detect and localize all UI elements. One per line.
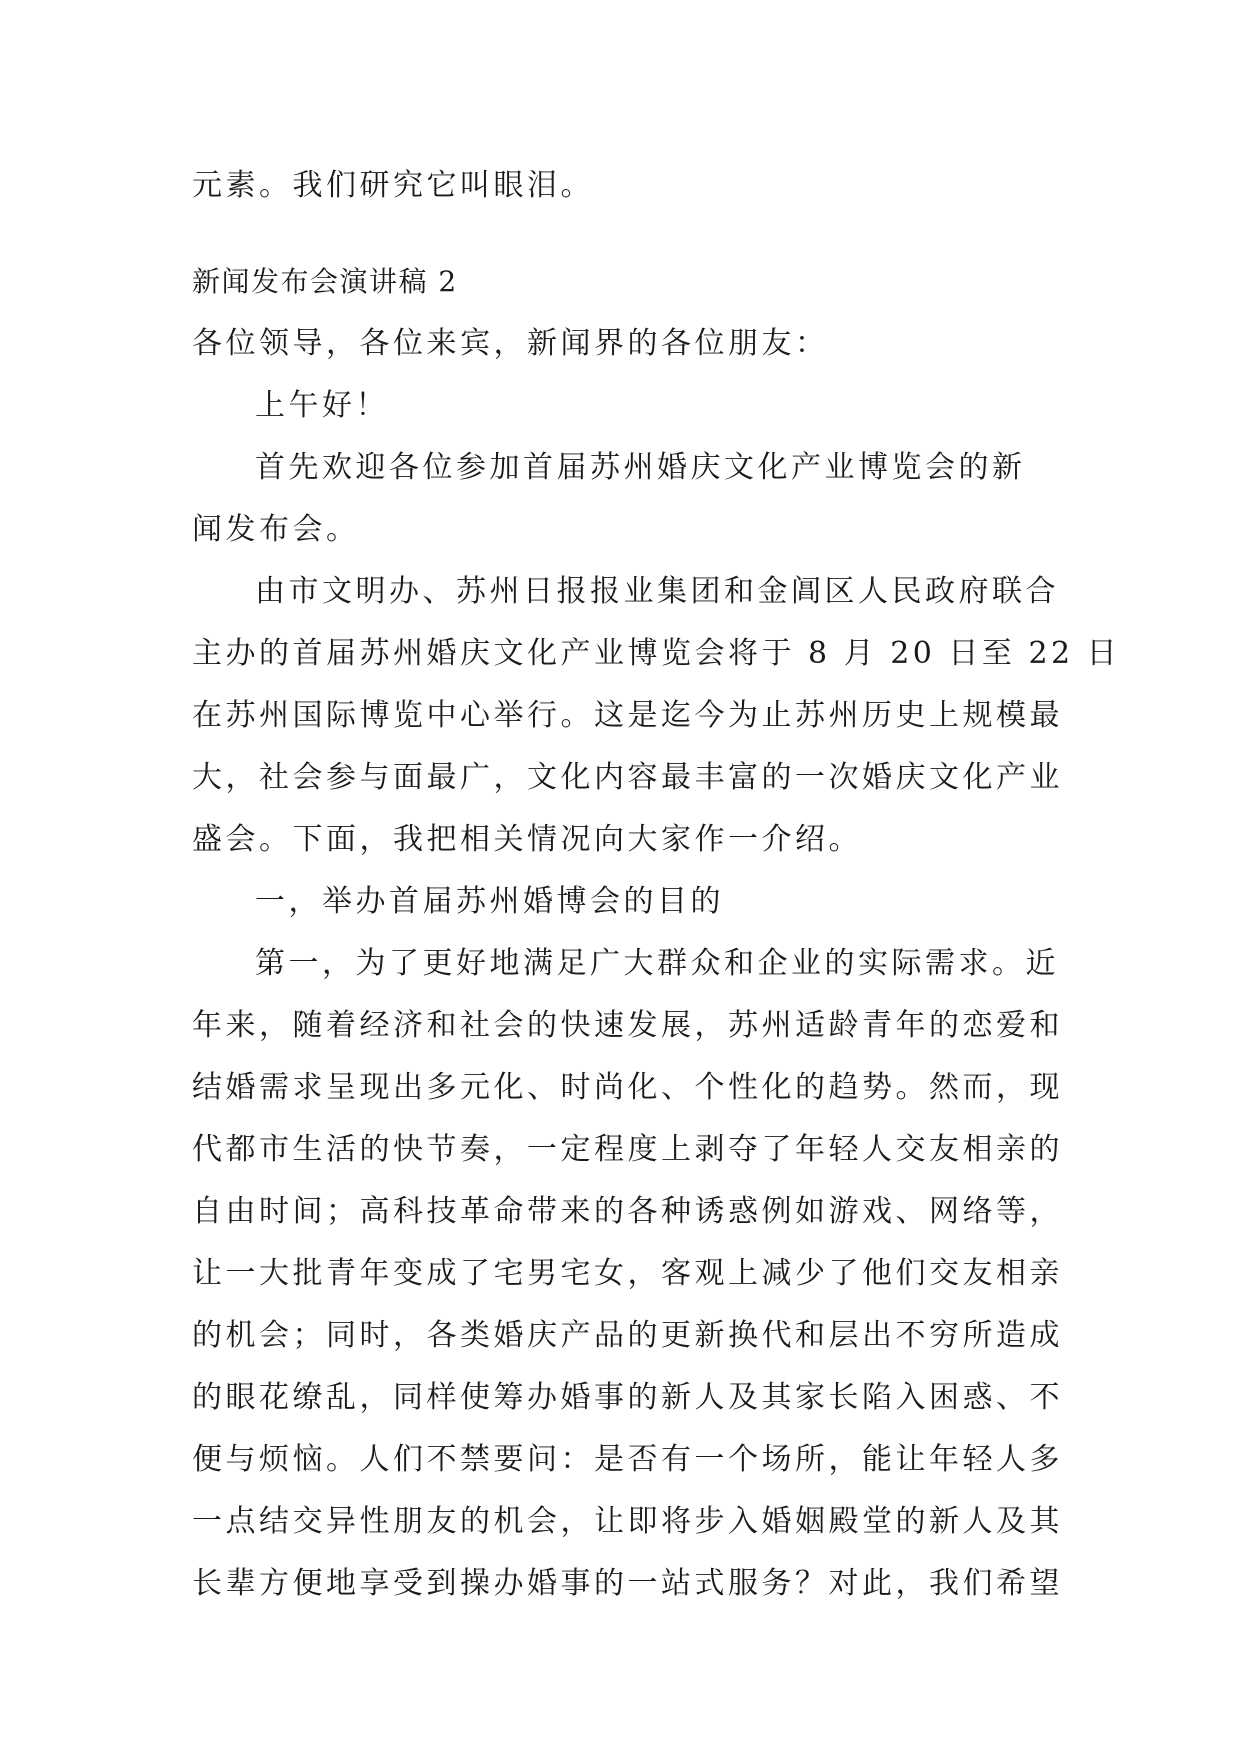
paragraph-line: 长辈方便地享受到操办婚事的一站式服务？对此，我们希望 <box>192 1566 1063 1601</box>
paragraph-line: 闻发布会。 <box>192 512 360 547</box>
paragraph-line: 一点结交异性朋友的机会，让即将步入婚姻殿堂的新人及其 <box>192 1504 1063 1539</box>
paragraph-line: 结婚需求呈现出多元化、时尚化、个性化的趋势。然而，现 <box>192 1070 1063 1105</box>
paragraph-line: 代都市生活的快节奏，一定程度上剥夺了年轻人交友相亲的 <box>192 1132 1063 1167</box>
paragraph-line: 的机会；同时，各类婚庆产品的更新换代和层出不穷所造成 <box>192 1318 1063 1353</box>
paragraph-line: 由市文明办、苏州日报报业集团和金阊区人民政府联合 <box>255 574 1059 609</box>
paragraph-line: 的眼花缭乱，同样使筹办婚事的新人及其家长陷入困惑、不 <box>192 1380 1063 1415</box>
salutation: 各位领导，各位来宾，新闻界的各位朋友： <box>192 326 829 361</box>
paragraph-line: 自由时间；高科技革命带来的各种诱惑例如游戏、网络等， <box>192 1194 1063 1229</box>
paragraph-line: 第一，为了更好地满足广大群众和企业的实际需求。近 <box>255 946 1059 981</box>
paragraph-line: 让一大批青年变成了宅男宅女，客观上减少了他们交友相亲 <box>192 1256 1063 1291</box>
document-body <box>192 155 1121 1615</box>
paragraph-line: 盛会。下面，我把相关情况向大家作一介绍。 <box>192 822 862 857</box>
paragraph-line: 年来，随着经济和社会的快速发展，苏州适龄青年的恋爱和 <box>192 1008 1063 1043</box>
paragraph-line: 大，社会参与面最广，文化内容最丰富的一次婚庆文化产业 <box>192 760 1063 795</box>
greeting-line: 上午好！ <box>255 388 389 423</box>
paragraph-line: 便与烦恼。人们不禁要问：是否有一个场所，能让年轻人多 <box>192 1442 1063 1477</box>
section-title: 新闻发布会演讲稿 2 <box>192 265 458 298</box>
paragraph-fragment: 元素。我们研究它叫眼泪。 <box>192 168 594 203</box>
paragraph-line: 主办的首届苏州婚庆文化产业博览会将于 8 月 20 日至 22 日 <box>192 636 1121 671</box>
paragraph-line: 首先欢迎各位参加首届苏州婚庆文化产业博览会的新 <box>255 450 1026 485</box>
spacer <box>192 217 1052 251</box>
heading-line: 一，举办首届苏州婚博会的目的 <box>255 884 724 919</box>
paragraph-line: 在苏州国际博览中心举行。这是迄今为止苏州历史上规模最 <box>192 698 1063 733</box>
